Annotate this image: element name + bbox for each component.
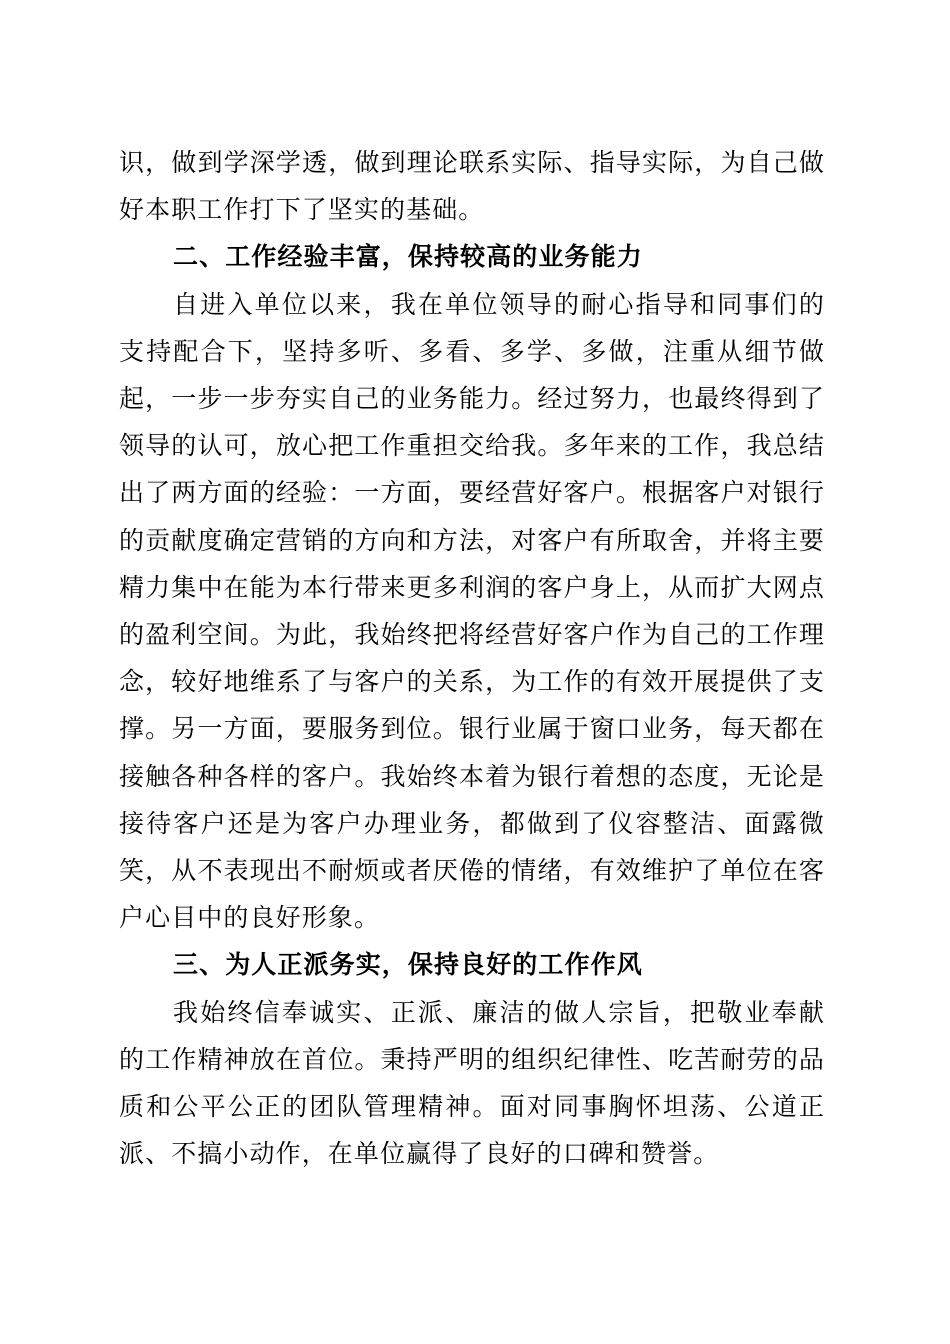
paragraph-work-experience: 自进入单位以来，我在单位领导的耐心指导和同事们的支持配合下，坚持多听、多看、多学、多做，注重从细节做起，一步一步夯实自己的业务能力。经过努力，也最终得到了领导的认可，放心把工作重担交给我。多年来的工作，我总结出了两方面的经验：一方面，要经营好客户。根据客户对银行的贡献度确定营销的方向和方法，对客户有所取舍，并将主要精力集中在能为本行带来更多利润的客户身上，从而扩大网点的盈利空间。为此，我始终把将经营好客户作为自己的工作理念，较好地维系了与客户的关系，为工作的有效开展提供了支撑。另一方面，要服务到位。银行业属于窗口业务，每天都在接触各种各样的客户。我始终本着为银行着想的态度，无论是接待客户还是为客户办理业务，都做到了仪容整洁、面露微笑，从不表现出不耐烦或者厌倦的情绪，有效维护了单位在客户心目中的良好形象。	[119, 289, 825, 933]
document-body	[119, 139, 825, 1177]
section-heading-3: 三、为人正派务实，保持良好的工作作风	[173, 950, 643, 980]
section-heading-2: 二、工作经验丰富，保持较高的业务能力	[173, 242, 643, 272]
paragraph-continuation: 识，做到学深学透，做到理论联系实际、指导实际，为自己做好本职工作打下了坚实的基础。	[119, 148, 825, 225]
paragraph-work-style: 我始终信奉诚实、正派、廉洁的做人宗旨，把敬业奉献的工作精神放在首位。秉持严明的组织纪律性、吃苦耐劳的品质和公平公正的团队管理精神。面对同事胸怀坦荡、公道正派、不搞小动作，在单位赢得了良好的口碑和赞誉。	[119, 997, 825, 1169]
